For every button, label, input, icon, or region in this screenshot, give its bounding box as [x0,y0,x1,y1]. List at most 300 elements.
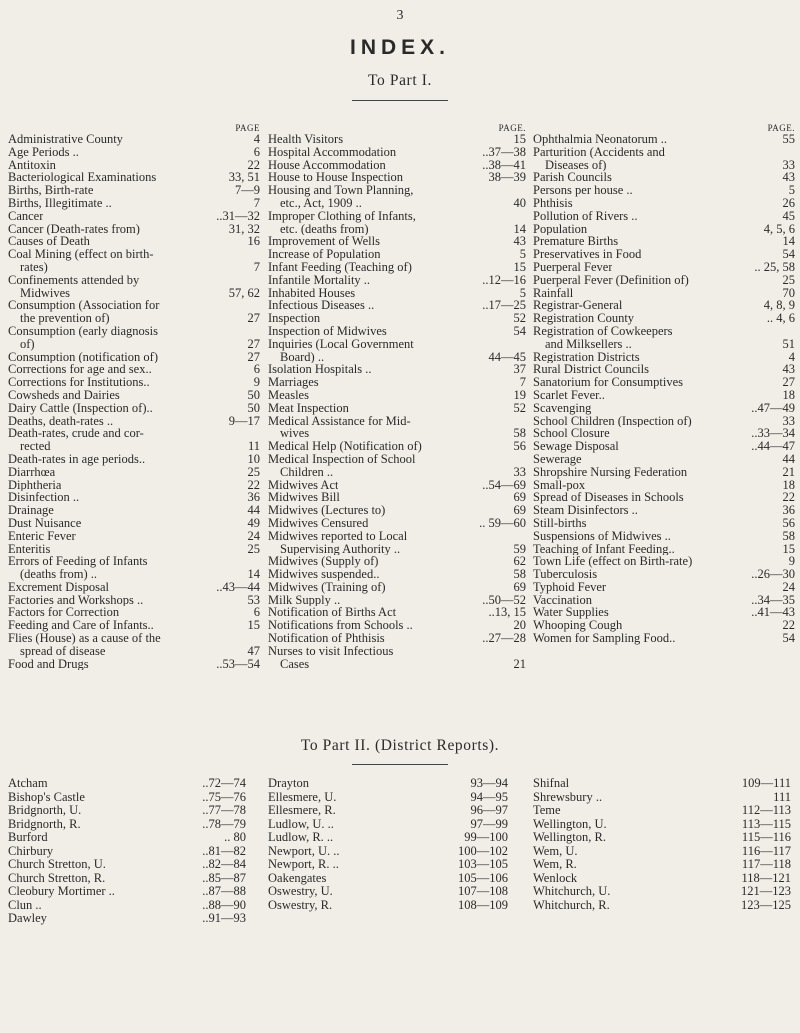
entry-label: the prevention of) [20,312,110,325]
entry-label: Registration County [533,312,635,325]
entry-page: 58 [513,567,526,582]
district-name: Cleobury Mortimer .. [8,885,115,898]
index-entry [8,530,260,543]
district-row [8,912,246,926]
index-entry [8,491,260,504]
entry-page: 44 [782,451,795,466]
entry-page: 9 [253,375,260,390]
entry-label: Medical Inspection of School [268,451,416,466]
entry-page: 44—45 [488,349,526,364]
index-entry [8,146,260,159]
index-entry [8,632,260,658]
index-entry [8,581,260,594]
entry-label: Women for Sampling Food.. [533,632,676,645]
entry-label: spread of disease [20,644,106,658]
entry-page: 9 [788,554,795,569]
entry-page: 15 [782,541,795,556]
entry-page: 22 [782,618,795,633]
entry-page: 26 [782,195,795,210]
district-pages: 97—99 [470,816,508,831]
district-column-1 [8,777,246,926]
entry-page: 4 [788,349,795,364]
index-entry [268,376,526,389]
index-entry [8,555,260,581]
entry-page: 25 [247,464,260,479]
entry-label: Midwives Act [268,478,339,492]
index-entry [8,299,260,325]
entry-label: Nurses to visit Infectious [268,643,394,658]
index-entry [8,325,260,351]
entry-page: ..31—32 [216,208,260,223]
district-name: Whitchurch, R. [533,898,610,912]
index-entry [533,210,795,223]
entry-label: (deaths from) .. [20,568,98,581]
entry-page: .. 25, 58 [754,259,795,274]
entry-label: and Milksellers .. [545,337,632,351]
entry-page: 51 [782,336,795,351]
entry-page: 43 [513,234,526,249]
entry-label: School Closure [533,427,610,441]
index-entry [268,261,526,274]
entry-page: 27 [247,349,260,364]
index-entry [533,184,795,197]
entry-label: Deaths, death-rates .. [8,414,114,428]
entry-label: Hospital Accommodation [268,145,397,159]
entry-label: Suspensions of Midwives .. [533,529,671,543]
entry-page: 22 [782,490,795,505]
index-entry [268,415,526,441]
index-entry [268,325,526,338]
district-pages: 113—115 [741,816,791,831]
entry-label: Improvement of Wells [268,235,380,249]
entry-label: Medical Assistance for Mid- [268,413,411,428]
entry-label: Dust Nuisance [8,516,82,530]
entry-label: Teaching of Infant Feeding.. [533,542,675,556]
index-entry [533,402,795,415]
entry-page: 11 [247,439,260,454]
district-pages: .. 80 [224,830,246,844]
index-entry [533,568,795,581]
entry-label: Diarrhœa [8,465,56,479]
district-row [268,845,508,859]
entry-label: Registrar-General [533,299,623,313]
entry-page: 21 [782,464,795,479]
district-name: Bridgnorth, U. [8,804,82,817]
entry-page: 15 [247,618,260,633]
district-row [8,885,246,899]
entry-label: Infantile Mortality .. [268,273,371,287]
entry-label: Shropshire Nursing Federation [533,465,688,479]
district-name: Wellington, U. [533,817,607,831]
entry-label: Age Periods .. [8,145,79,159]
district-row [533,791,791,805]
entry-page: 5 [519,285,526,300]
district-row [268,777,508,791]
entry-page: 21 [513,656,526,671]
entry-label: Feeding and Care of Infants.. [8,619,154,633]
entry-page: 18 [782,387,795,402]
entry-page: 16 [247,234,260,249]
index-entry [268,146,526,159]
district-pages: ..82—84 [202,857,246,871]
entry-page: 7—9 [235,183,260,198]
index-entry [533,606,795,619]
index-entry [8,184,260,197]
entry-page: 36 [247,490,260,505]
district-name: Drayton [268,777,309,790]
entry-label: Coal Mining (effect on birth- [8,247,154,262]
entry-page: 53 [247,592,260,607]
entry-label: Midwives (Lectures to) [268,504,386,517]
entry-label: Notification of Phthisis [268,632,385,645]
district-name: Wellington, R. [533,831,606,844]
entry-page: ..26—30 [751,567,795,582]
district-row [533,872,791,886]
district-pages: ..91—93 [202,911,246,925]
district-row [8,831,246,845]
entry-label: Consumption (Association for [8,298,160,313]
entry-label: Vaccination [533,593,593,607]
entry-page: 33, 51 [228,170,260,185]
district-name: Shifnal [533,777,570,790]
district-pages: 115—116 [741,830,791,844]
entry-page: 45 [782,208,795,223]
entry-page: 52 [513,400,526,415]
district-pages: 107—108 [458,884,508,898]
index-entry [533,325,795,351]
index-entry [533,287,795,300]
entry-label: Cowsheds and Dairies [8,388,120,402]
district-pages: 123—125 [741,897,791,912]
entry-page: ..17—25 [482,298,526,313]
part-two-heading: To Part II. (District Reports). [300,737,500,754]
index-entry [8,197,260,210]
entry-label: of) [20,337,35,351]
entry-page: 31, 32 [228,221,260,236]
entry-page: 33 [782,413,795,428]
index-entry [533,440,795,453]
index-entry [8,159,260,172]
entry-page: ..38—41 [482,157,526,172]
entry-label: Drainage [8,504,54,517]
entry-page: ..44—47 [751,439,795,454]
entry-label: Midwives Censured [268,516,369,530]
district-name: Wem, U. [533,844,578,858]
entry-page: 24 [782,579,795,594]
district-name: Ellesmere, R. [268,804,336,817]
district-name: Teme [533,804,561,817]
entry-page: ..27—28 [482,631,526,646]
index-entry [8,479,260,492]
entry-label: School Children (Inspection of) [533,414,692,428]
entry-label: Children .. [280,465,334,479]
district-row [8,777,246,791]
entry-label: Consumption (notification of) [8,350,158,364]
district-name: Ludlow, U. .. [268,817,334,831]
entry-label: Registration of Cowkeepers [533,323,673,338]
index-entry [533,261,795,274]
entry-label: wives [280,427,310,441]
entry-label: Scarlet Fever.. [533,388,605,402]
entry-page: 22 [247,477,260,492]
district-pages: 100—102 [458,843,508,858]
index-entry [533,453,795,466]
entry-label: Milk Supply .. [268,593,341,607]
index-entry [8,351,260,364]
index-entry [8,594,260,607]
entry-label: Inhabited Houses [268,286,356,300]
entry-label: Midwives [20,286,70,300]
entry-label: Ophthalmia Neonatorum .. [533,133,667,146]
entry-label: Health Visitors [268,133,344,146]
index-entry [268,312,526,325]
district-name: Wenlock [533,871,578,885]
index-entry [533,632,795,645]
district-name: Burford [8,831,48,844]
entry-page: 56 [782,515,795,530]
entry-page: ..41—43 [751,605,795,620]
entry-label: Meat Inspection [268,401,349,415]
index-column-1 [8,123,260,670]
index-entry [268,210,526,236]
index-entry [8,466,260,479]
index-entry [8,363,260,376]
district-name: Church Stretton, U. [8,858,106,871]
entry-label: Tuberculosis [533,568,598,581]
entry-label: Puerperal Fever (Definition of) [533,273,689,287]
index-entry [268,504,526,517]
entry-page: .. 59—60 [479,515,526,530]
entry-page: 14 [782,234,795,249]
entry-label: Sanatorium for Consumptives [533,376,683,389]
district-name: Church Stretton, R. [8,871,106,885]
entry-page: 7 [519,375,526,390]
entry-page: 15 [513,132,526,146]
entry-label: Spread of Diseases in Schools [533,491,684,505]
district-name: Wem, R. [533,858,577,871]
index-title: INDEX. [349,36,450,59]
entry-label: Small-pox [533,478,586,492]
entry-label: Cancer [8,209,44,223]
entry-label: etc., Act, 1909 .. [280,196,362,210]
entry-page: 6 [253,605,260,620]
entry-page: ..47—49 [751,400,795,415]
entry-label: Dairy Cattle (Inspection of).. [8,401,153,415]
district-name: Ellesmere, U. [268,790,337,804]
index-entry [533,235,795,248]
entry-label: Notifications from Schools .. [268,619,413,633]
entry-label: Persons per house .. [533,184,633,197]
district-pages: ..88—90 [202,897,246,912]
entry-label: Parturition (Accidents and [533,144,665,159]
entry-label: rates) [20,260,48,274]
index-entry [268,184,526,210]
index-entry [268,645,526,671]
entry-label: Rainfall [533,286,574,300]
district-pages: 108—109 [458,897,508,912]
district-name: Chirbury [8,844,54,858]
district-name: Dawley [8,912,47,925]
entry-label: Confinements attended by [8,272,140,287]
index-entry [268,453,526,479]
entry-page: 9—17 [228,413,260,428]
entry-page: ..43—44 [216,579,260,594]
district-pages: 94—95 [470,789,508,804]
entry-label: Infectious Diseases .. [268,299,375,313]
index-entry [268,402,526,415]
entry-label: Midwives (Training of) [268,580,386,594]
index-entry [268,159,526,172]
district-row [268,818,508,832]
entry-page: 27 [247,336,260,351]
entry-label: Measles [268,388,309,402]
index-entry [8,389,260,402]
index-entry [8,517,260,530]
entry-page: 62 [513,554,526,569]
index-entry [268,606,526,619]
entry-label: Population [533,222,588,236]
entry-label: Administrative County [8,133,123,146]
district-row [8,791,246,805]
entry-page: 33 [782,157,795,172]
district-pages: ..78—79 [202,816,246,831]
entry-label: Still-births [533,516,587,530]
entry-page: 27 [247,311,260,326]
entry-label: Housing and Town Planning, [268,183,414,198]
entry-label: Pollution of Rivers .. [533,209,638,223]
entry-label: Scavenging [533,401,592,415]
index-entry [533,504,795,517]
entry-label: Board) .. [280,350,325,364]
index-entry [8,376,260,389]
entry-label: Midwives (Supply of) [268,555,379,569]
district-name: Bridgnorth, R. [8,817,81,831]
entry-label: Diseases of) [545,158,607,172]
entry-page: 33 [513,464,526,479]
index-entry [533,491,795,504]
index-entry [533,133,795,146]
entry-page: 52 [513,311,526,326]
entry-page: 40 [513,195,526,210]
district-row [533,845,791,859]
district-pages: 105—106 [458,870,508,885]
entry-page: 54 [513,323,526,338]
district-pages: 117—118 [741,857,791,871]
index-entry [268,568,526,581]
district-pages: 99—100 [464,830,508,844]
index-entry [533,363,795,376]
district-pages: 116—117 [741,843,791,858]
index-entry [8,504,260,517]
entry-label: Sewage Disposal [533,440,619,453]
entry-page: 44 [247,503,260,518]
district-pages: 121—123 [741,884,791,898]
entry-label: Supervising Authority .. [280,542,401,556]
index-entry [8,658,260,671]
entry-page: 6 [253,144,260,159]
index-entry [268,479,526,492]
entry-label: Isolation Hospitals .. [268,363,372,377]
index-entry [268,491,526,504]
district-pages: 118—121 [741,870,791,885]
entry-label: Enteritis [8,542,51,556]
entry-label: Typhoid Fever [533,580,607,594]
district-pages: 103—105 [458,857,508,871]
index-entry [268,389,526,402]
entry-label: Factories and Workshops .. [8,593,144,607]
district-row [8,858,246,872]
entry-label: Enteric Fever [8,529,76,543]
entry-label: Diphtheria [8,478,62,492]
district-row [268,804,508,818]
entry-label: rected [20,440,51,453]
index-entry [8,248,260,274]
entry-label: Puerperal Fever [533,260,613,274]
entry-page: 19 [513,387,526,402]
district-row [533,831,791,845]
entry-page: 38—39 [488,170,526,185]
district-name: Bishop's Castle [8,790,85,804]
entry-page: 14 [513,221,526,236]
entry-label: Midwives Bill [268,491,340,505]
entry-page: 25 [247,541,260,556]
district-pages: 112—113 [741,803,791,817]
entry-label: Antitoxin [8,158,56,172]
index-entry [8,171,260,184]
entry-page: 14 [247,567,260,582]
entry-page: 59 [513,541,526,556]
index-entry [533,376,795,389]
index-entry [268,555,526,568]
entry-label: Parish Councils [533,171,612,185]
entry-label: Increase of Population [268,248,381,261]
district-row [268,899,508,913]
index-entry [268,274,526,287]
entry-page: ..53—54 [216,656,260,671]
district-pages: ..77—78 [202,803,246,817]
index-entry [268,338,526,364]
entry-label: Town Life (effect on Birth-rate) [533,555,693,569]
entry-label: Midwives reported to Local [268,528,408,543]
entry-page: 5 [788,183,795,198]
district-name: Oakengates [268,871,327,885]
entry-label: Cancer (Death-rates from) [8,222,140,236]
district-row [533,818,791,832]
index-entry [533,517,795,530]
entry-page: 55 [782,132,795,146]
entry-page: 15 [513,259,526,274]
index-entry [533,530,795,543]
district-row [533,885,791,899]
index-entry [268,299,526,312]
index-entry [268,440,526,453]
entry-label: Inspection of Midwives [268,324,387,338]
district-pages: ..87—88 [202,884,246,898]
district-pages: 93—94 [470,776,508,790]
entry-page: ..12—16 [482,272,526,287]
index-entry [533,223,795,236]
index-entry [533,274,795,287]
entry-page: 37 [513,362,526,377]
page-column-header: PAGE. [498,123,526,133]
entry-label: Sewerage [533,452,582,466]
entry-label: Preservatives in Food [533,248,642,261]
entry-label: Death-rates in age periods.. [8,452,146,466]
district-pages: 111 [773,789,791,804]
entry-page: ..33—34 [751,426,795,441]
district-pages: 109—111 [741,776,791,790]
index-entry [8,453,260,466]
